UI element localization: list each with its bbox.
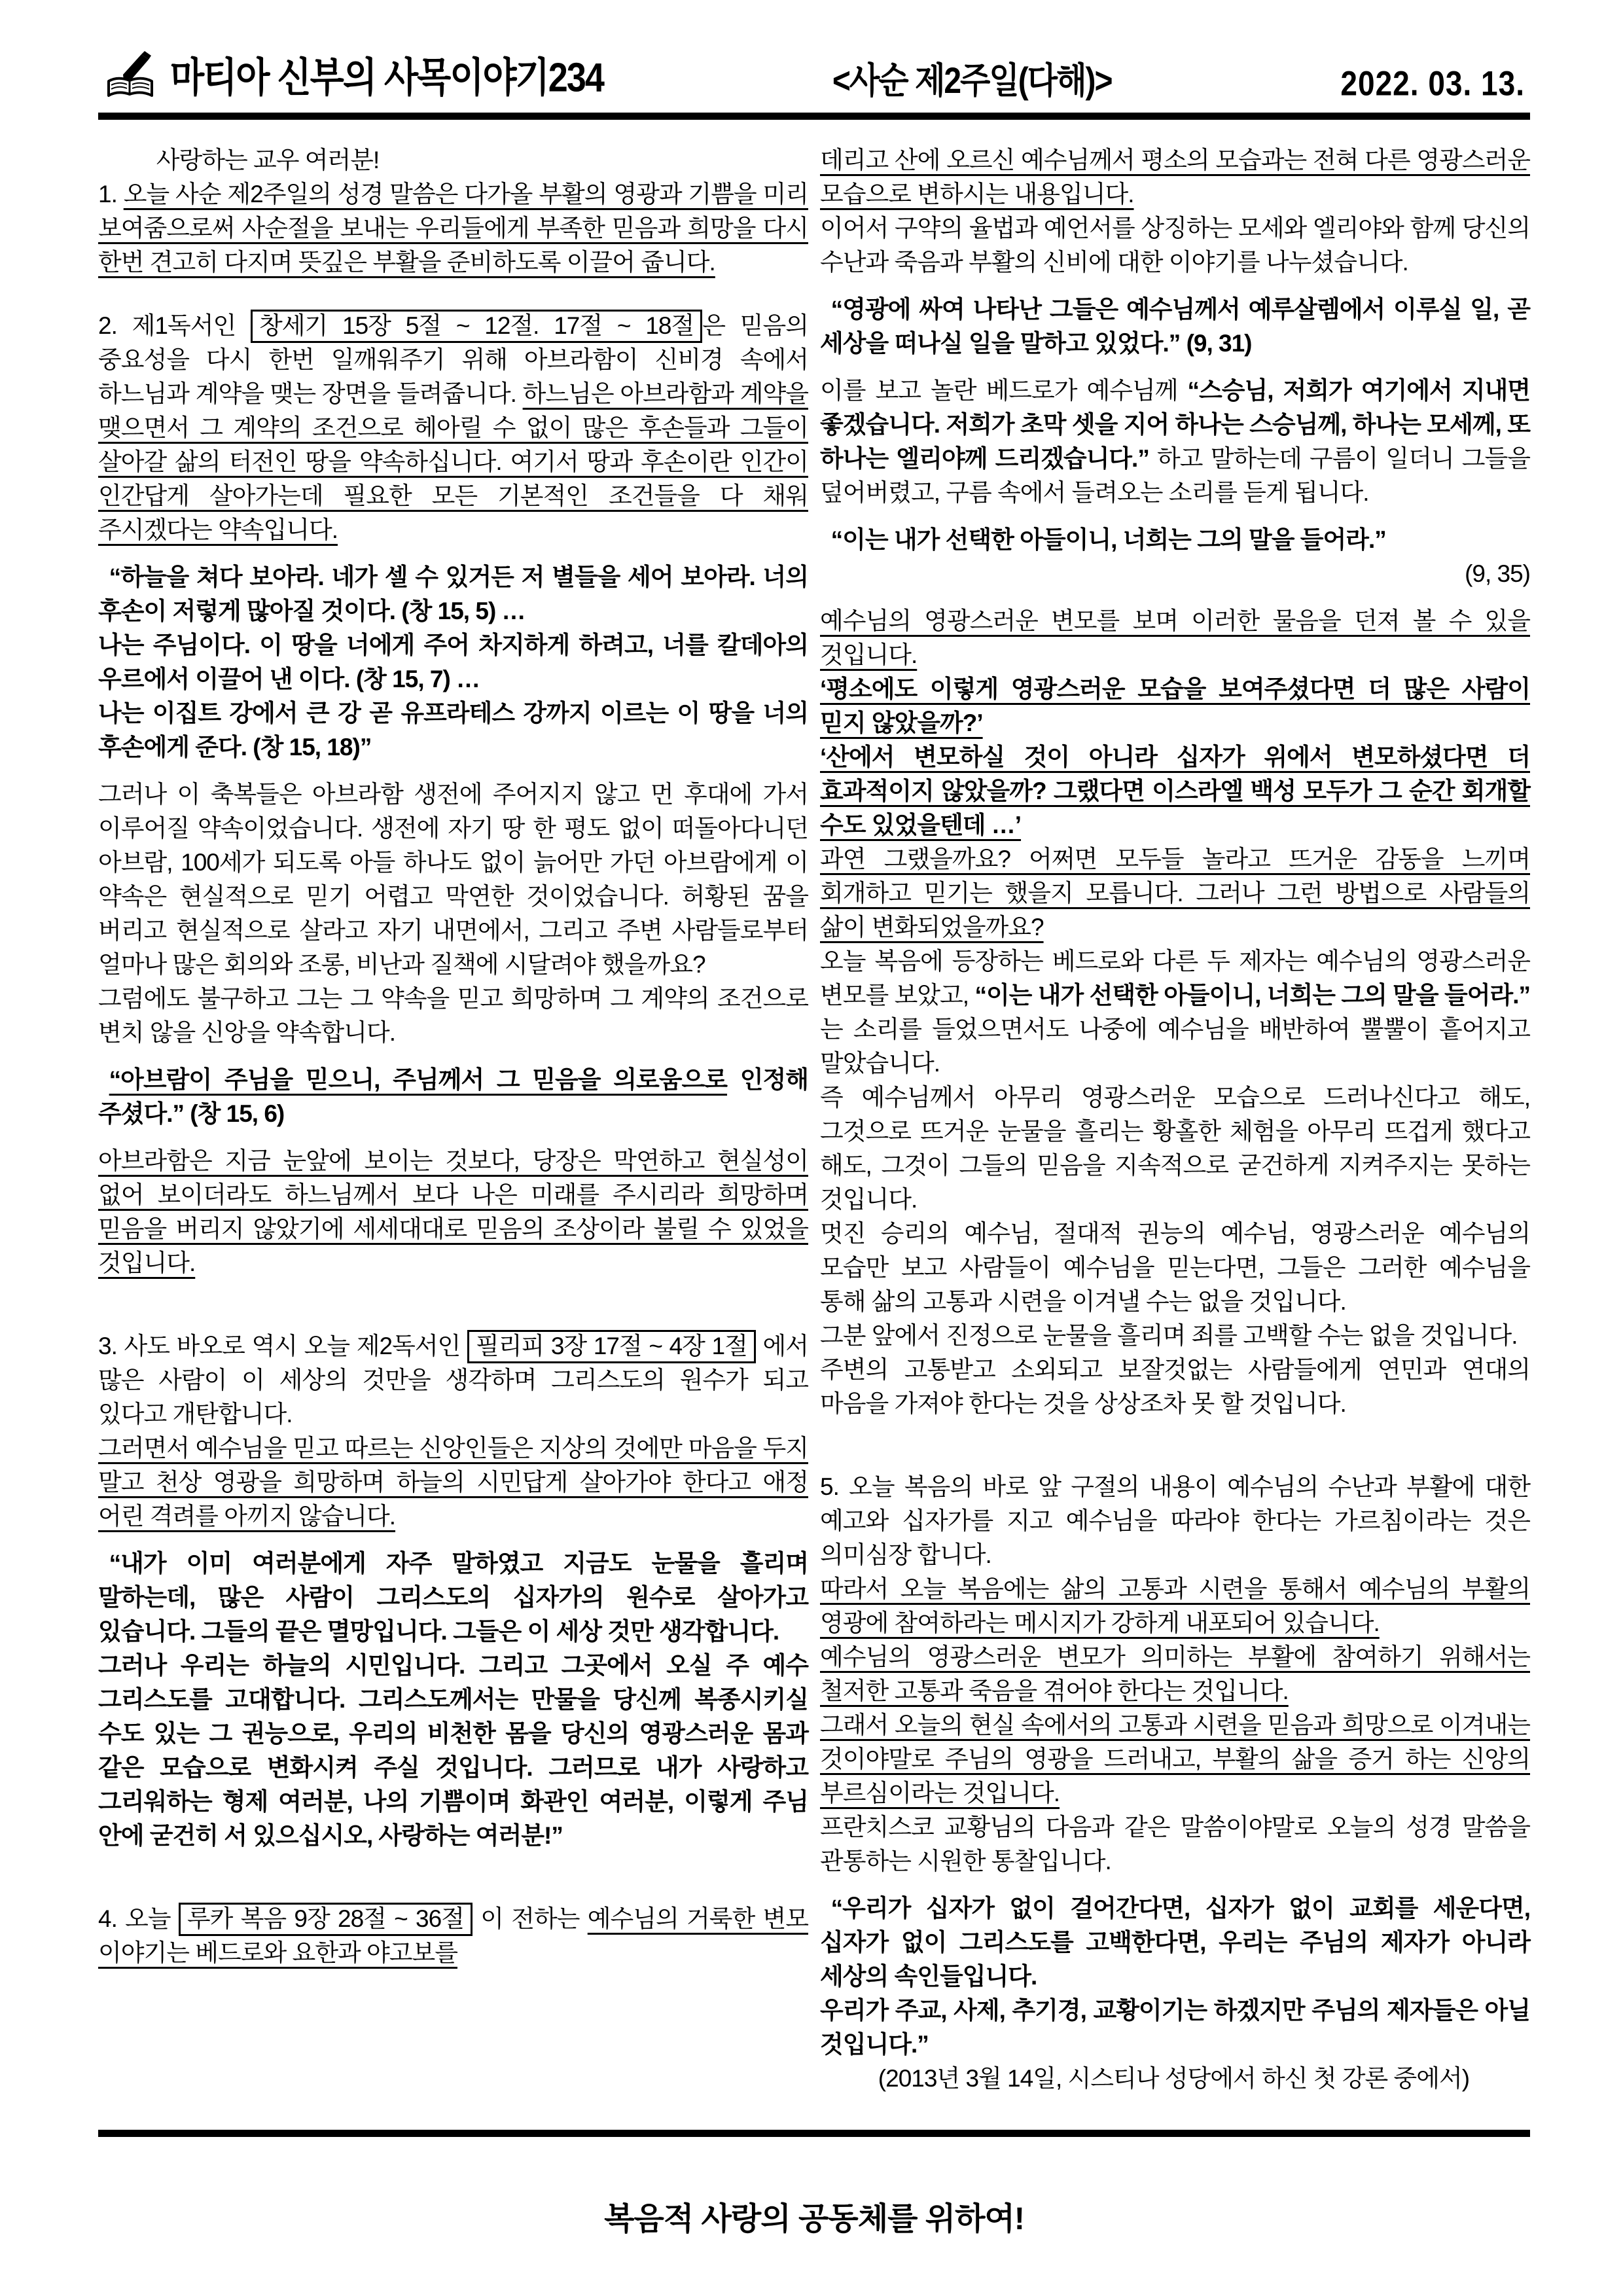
paragraph	[820, 1081, 1530, 1217]
paragraph	[98, 778, 808, 982]
paragraph	[98, 177, 808, 279]
paragraph	[820, 1994, 1530, 2062]
text-segment: 나는 주님이다. 이 땅을 너에게 주어 차지하게 하려고, 너를 칼데아의 우르에서 이끌어 낸 이다. (창 15, 7) …	[98, 632, 808, 692]
text-segment: ‘평소에도 이렇게 영광스러운 모습을 보여주셨다면 더 많은 사람이 믿지 않았을까?’	[820, 675, 1530, 736]
text-segment: 이 전하는	[472, 1905, 588, 1932]
text-segment: 오늘 복음에 등장하는 베드로와 다른 두 제자는 예수님의 영광스러운 변모를 보았고,	[820, 948, 1530, 1009]
text-segment: “이는 내가 선택한 아들이니, 너희는 그의 말을 들어라.”	[974, 982, 1530, 1009]
header-left	[103, 48, 603, 103]
paragraph	[98, 1649, 808, 1853]
text-segment: 예수님의 거룩한 변모 이야기는 베드로와 요한과 야고보를	[98, 1905, 808, 1966]
text-segment: 그분 앞에서 진정으로 눈물을 흘리며 죄를 고백할 수는 없을 것입니다.	[820, 1322, 1518, 1349]
page-header	[98, 48, 1530, 113]
paragraph	[98, 628, 808, 696]
text-segment: 오늘 사순 제2주일의 성경 말씀은 다가올 부활의 영광과 기쁨을 미리 보여줌으로써 사순절을 보내는 우리들에게 부족한 믿음과 희망을 다시 한번 견고히 다지며 뜻깊은 부활을 준비하도록 이끌어 줍니다.	[98, 181, 808, 276]
scripture-reference: 루카 복음 9장 28절 ~ 36절	[179, 1903, 473, 1936]
paragraph	[820, 211, 1530, 279]
text-segment: 즉 예수님께서 아무리 영광스러운 모습으로 드러나신다고 해도, 그것으로 뜨거운 눈물을 흘리는 황홀한 체험을 아무리 뜨겁게 했다고 해도, 그것이 그들의 믿음을 지속적으로 굳건하게 지켜주지는 못하는 것입니다.	[820, 1084, 1530, 1213]
text-segment: 따라서 오늘 복음에는 삶의 고통과 시련을 통해서 예수님의 부활의 영광에 참여하라는 메시지가 강하게 내포되어 있습니다.	[820, 1575, 1530, 1636]
newsletter-title: 마티아 신부의 사목이야기234	[170, 55, 603, 101]
text-segment: 사랑하는 교우 여러분!	[156, 147, 380, 173]
pen-writing-on-book-icon	[103, 48, 158, 103]
text-segment: 2. 제1독서인	[98, 312, 251, 339]
paragraph	[820, 143, 1530, 211]
paragraph	[820, 672, 1530, 740]
paragraph	[98, 309, 808, 547]
paragraph	[820, 374, 1530, 510]
text-segment: “영광에 싸여 나타난 그들은 예수님께서 예루살렘에서 이루실 일, 곧 세상을 떠나실 일을 말하고 있었다.” (9, 31)	[820, 296, 1530, 357]
paragraph	[98, 1329, 808, 1431]
text-segment: “우리가 십자가 없이 걸어간다면, 십자가 없이 교회를 세운다면, 십자가 없이 그리스도를 고백한다면, 우리는 주님의 제자가 아니라 세상의 속인들입니다.	[820, 1895, 1530, 1990]
text-segment: 에서 많은 사람이 이 세상의 것만을 생각하며 그리스도의 원수가 되고 있다고 개탄합니다.	[98, 1333, 809, 1427]
text-segment: 5. 오늘 복음의 바로 앞 구절의 내용이 예수님의 수난과 부활에 대한 예고와 십자가를 지고 예수님을 따라야 한다는 가르침이라는 것은 의미심장 합니다.	[820, 1473, 1530, 1568]
paragraph	[820, 1810, 1530, 1878]
paragraph	[98, 1547, 808, 1649]
text-segment: 멋진 승리의 예수님, 절대적 권능의 예수님, 영광스러운 예수님의 모습만 보고 사람들이 예수님을 믿는다면, 그들은 그러한 예수님을 통해 삶의 고통과 시련을 이겨낼 수는 없을 것입니다.	[820, 1220, 1530, 1315]
paragraph	[820, 523, 1530, 557]
newsletter-date: 2022. 03. 13.	[1340, 63, 1525, 103]
paragraph	[98, 1144, 808, 1280]
footer-slogan: 복음적 사랑의 공동체를 위하여!	[604, 2202, 1024, 2236]
paragraph	[820, 1217, 1530, 1319]
column-right	[820, 143, 1530, 2096]
text-segment: 1.	[98, 181, 124, 207]
text-segment: 그래서 오늘의 현실 속에서의 고통과 시련을 믿음과 희망으로 이겨내는 것이야말로 주님의 영광을 드러내고, 부활의 삶을 증거 하는 신앙의 부르심이라는 것입니다.	[820, 1712, 1530, 1806]
paragraph	[820, 740, 1530, 842]
paragraph	[98, 1063, 808, 1131]
text-segment: 3. 사도 바오로 역시 오늘 제2독서인	[98, 1333, 467, 1359]
text-segment: 나는 이집트 강에서 큰 강 곧 유프라테스 강까지 이르는 이 땅을 너의 후손에게 준다. (창 15, 18)”	[98, 700, 808, 761]
paragraph	[98, 143, 808, 177]
scripture-reference: 필리피 3장 17절 ~ 4장 1절	[467, 1330, 756, 1363]
text-segment: “스승님, 저희가 여기에서 지내면 좋겠습니다. 저희가 초막 셋을 지어 하나는 스승님께, 하나는 모세께, 또 하나는 엘리야께 드리겠습니다.”	[820, 377, 1530, 472]
text-segment: 이를 보고 놀란 베드로가 예수님께	[820, 377, 1188, 404]
paragraph	[820, 293, 1530, 361]
text-segment: “하늘을 쳐다 보아라. 네가 셀 수 있거든 저 별들을 세어 보아라. 너의 후손이 저렇게 많아질 것이다. (창 15, 5) …	[98, 564, 808, 624]
text-segment: 그러나 이 축복들은 아브라함 생전에 주어지지 않고 먼 후대에 가서 이루어질 약속이었습니다. 생전에 자기 땅 한 평도 없이 떠돌아다니던 아브람, 100세가 되도록 아들 하나도 없이 늙어만 가던 아브람에게 이 약속은 현실적으로 믿기 어렵고 막연한 것이었습니다. 허황된 꿈을 버리고 현실적으로 살라고 자기 내면에서, 그리고 주변 사람들로부터 얼마나 많은 회의와 조롱, 비난과 질책에 시달려야 했을까요?	[98, 781, 808, 978]
text-segment: 예수님의 영광스러운 변모가 의미하는 부활에 참여하기 위해서는 철저한 고통과 죽음을 겪어야 한다는 것입니다.	[820, 1643, 1530, 1704]
text-segment: 그러면서 예수님을 믿고 따르는 신앙인들은 지상의 것에만 마음을 두지 말고 천상 영광을 희망하며 하늘의 시민답게 살아가야 한다고 애정 어린 격려를 아끼지 않습니다.	[98, 1435, 808, 1530]
text-segment: “아브람이 주님을 믿으니, 주님께서 그 믿음을 의로움으로	[109, 1066, 728, 1093]
paragraph	[98, 1902, 808, 1970]
text-segment: 는 소리를 들었으면서도 나중에 예수님을 배반하여 뿔뿔이 흩어지고 말았습니다.	[820, 1016, 1530, 1077]
text-segment: 데리고 산에 오르신 예수님께서 평소의 모습과는 전혀 다른 영광스러운 모습으로 변하시는 내용입니다.	[820, 147, 1530, 207]
text-segment: 그럼에도 불구하고 그는 그 약속을 믿고 희망하며 그 계약의 조건으로 변치 않을 신앙을 약속합니다.	[98, 985, 808, 1046]
two-column-body	[98, 143, 1530, 2096]
text-segment: 아브라함은 지금 눈앞에 보이는 것보다, 당장은 막연하고 현실성이 없어 보이더라도 하느님께서 보다 나은 미래를 주시리라 희망하며 믿음을 버리지 않았기에 세세대대로 믿음의 조상이라 불릴 수 있었을 것입니다.	[98, 1147, 808, 1276]
text-segment: (9, 35)	[1465, 560, 1530, 587]
text-segment: (2013년 3월 14일, 시스티나 성당에서 하신 첫 강론 중에서)	[878, 2065, 1470, 2092]
text-segment: “내가 이미 여러분에게 자주 말하였고 지금도 눈물을 흘리며 말하는데, 많은 사람이 그리스도의 십자가의 원수로 살아가고 있습니다. 그들의 끝은 멸망입니다. 그들은 이 세상 것만 생각합니다.	[98, 1550, 808, 1645]
paragraph	[820, 604, 1530, 672]
scripture-reference: 창세기 15장 5절 ~ 12절. 17절 ~ 18절	[251, 310, 702, 343]
text-segment: 주변의 고통받고 소외되고 보잘것없는 사람들에게 연민과 연대의 마음을 가져야 한다는 것을 상상조차 못 할 것입니다.	[820, 1356, 1530, 1417]
header-divider	[98, 113, 1530, 120]
footer-divider	[98, 2130, 1530, 2137]
paragraph	[820, 1319, 1530, 1353]
paragraph	[820, 842, 1530, 944]
paragraph	[98, 560, 808, 628]
paragraph	[98, 696, 808, 764]
text-segment: 예수님의 영광스러운 변모를 보며 이러한 물음을 던져 볼 수 있을 것입니다.	[820, 607, 1530, 668]
text-segment: 4. 오늘	[98, 1905, 179, 1932]
newsletter-edition: <사순 제2주일(다해)>	[832, 61, 1112, 101]
text-segment: 이어서 구약의 율법과 예언서를 상징하는 모세와 엘리야와 함께 당신의 수난과 죽음과 부활의 신비에 대한 이야기를 나누셨습니다.	[820, 215, 1530, 276]
paragraph	[820, 1470, 1530, 1572]
text-segment: 우리가 주교, 사제, 추기경, 교황이기는 하겠지만 주님의 제자들은 아닐 것입니다.”	[820, 1997, 1530, 2058]
paragraph	[98, 1431, 808, 1534]
text-segment: 과연 그랬을까요? 어쩌면 모두들 놀라고 뜨거운 감동을 느끼며 회개하고 믿기는 했을지 모릅니다. 그러나 그런 방법으로 사람들의 삶이 변화되었을까요?	[820, 846, 1530, 941]
paragraph	[820, 1640, 1530, 1708]
paragraph	[820, 557, 1530, 591]
text-segment: ‘산에서 변모하실 것이 아니라 십자가 위에서 변모하셨다면 더 효과적이지 않았을까? 그랬다면 이스라엘 백성 모두가 그 순간 회개할 수도 있었을텐데 …’	[820, 744, 1530, 838]
text-segment: “이는 내가 선택한 아들이니, 너희는 그의 말을 들어라.”	[830, 526, 1386, 553]
paragraph	[820, 1708, 1530, 1810]
text-segment: 인정해 주셨다.” (창 15, 6)	[98, 1066, 808, 1127]
paragraph	[820, 1572, 1530, 1640]
paragraph	[820, 1892, 1530, 1994]
paragraph	[820, 2062, 1530, 2096]
text-segment: 그러나 우리는 하늘의 시민입니다. 그리고 그곳에서 오실 주 예수 그리스도를 고대합니다. 그리스도께서는 만물을 당신께 복종시키실 수도 있는 그 권능으로, 우리의 비천한 몸을 당신의 영광스러운 몸과 같은 모습으로 변화시켜 주실 것입니다. 그러므로 내가 사랑하고 그리워하는 형제 여러분, 나의 기쁨이며 화관인 여러분, 이렇게 주님 안에 굳건히 서 있으십시오, 사랑하는 여러분!”	[98, 1652, 808, 1849]
text-segment: 하느님은 아브라함과 계약을 맺으면서 그 계약의 조건으로 헤아릴 수 없이 많은 후손들과 그들이 살아갈 삶의 터전인 땅을 약속하십니다. 여기서 땅과 후손이란 인간이 인간답게 살아가는데 필요한 모든 기본적인 조건들을 다 채워 주시겠다는 약속입니다.	[98, 380, 808, 543]
paragraph	[98, 982, 808, 1050]
text-segment: 하고 말하는데 구름이 일더니 그들을 덮어버렸고, 구름 속에서 들려오는 소리를 듣게 됩니다.	[820, 445, 1530, 506]
paragraph	[820, 944, 1530, 1081]
text-segment: 프란치스코 교황님의 다음과 같은 말씀이야말로 오늘의 성경 말씀을 관통하는 시원한 통찰입니다.	[820, 1814, 1530, 1874]
text-segment: 은 믿음의 중요성을 다시 한번 일깨워주기 위해 아브라함이 신비경 속에서 하느님과 계약을 맺는 장면을 들려줍니다.	[98, 312, 808, 407]
paragraph	[820, 1353, 1530, 1421]
column-left	[98, 143, 808, 2096]
